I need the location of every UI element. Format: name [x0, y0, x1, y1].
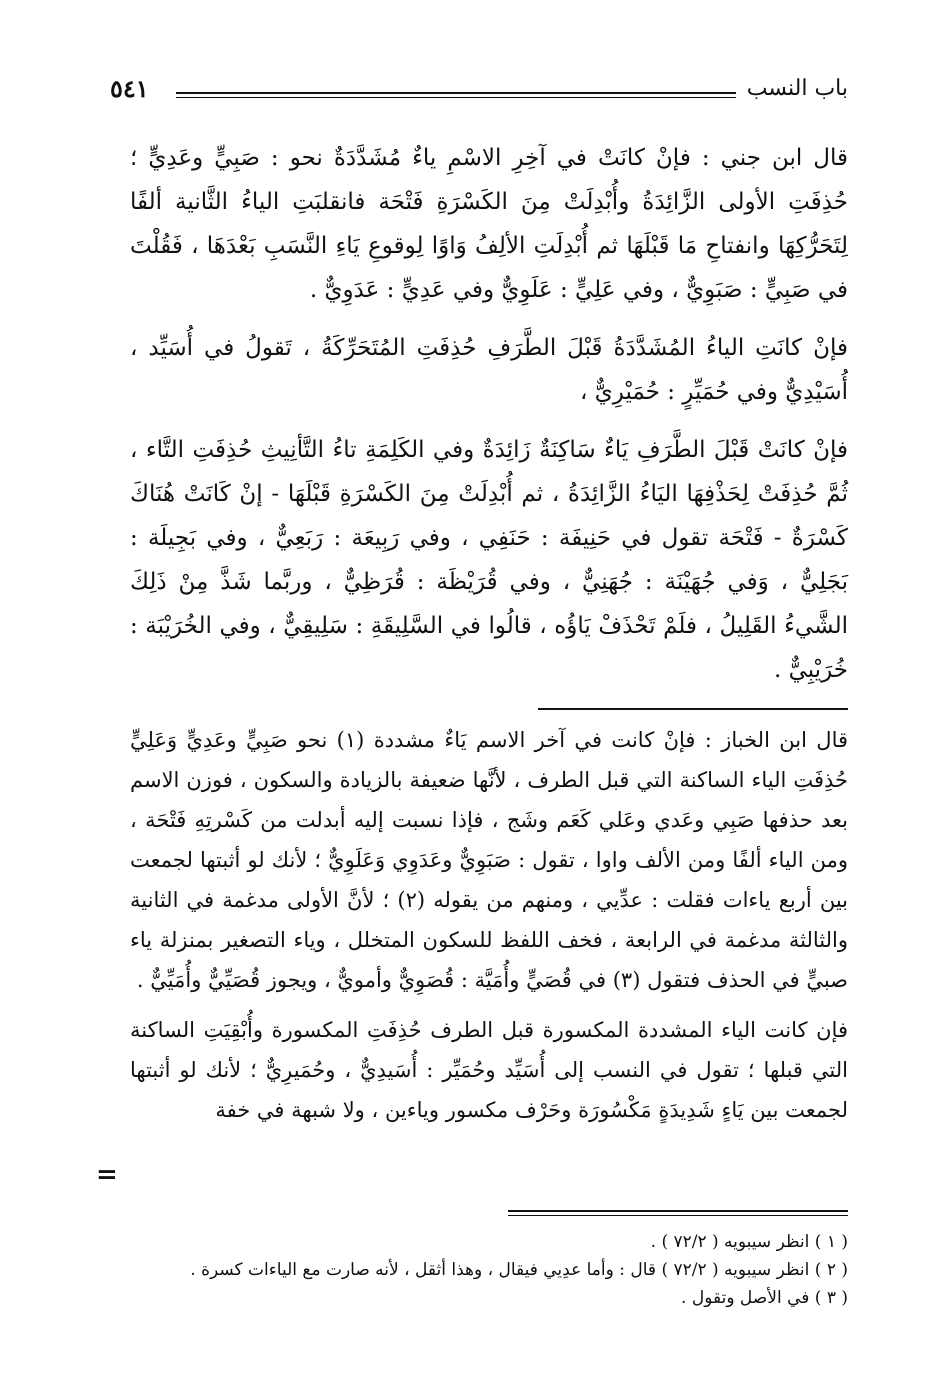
footnote-divider — [508, 1210, 848, 1212]
footnote: ( ٢ ) انظر سيبويه ( ٧٢/٢ ) قال : وأما عدِيي فيقال ، وهذا أثقل ، لأنه صارت مع الياءات كسرة . — [190, 1260, 848, 1280]
paragraph: فإنْ كانَتْ قَبْلَ الطَّرَفِ يَاءٌ سَاكِنَةٌ زَائِدَةٌ وفي الكَلِمَةِ تاءُ التَّأنِيثِ حُذِفَتِ التَّاء ، ثُمَّ حُذِفَتْ لِحَذْفِهَا اليَاءُ الزَّائِدَةُ ، ثم أُبْدِلَتْ مِنَ الكَسْرَةِ قَبْلَهَا - إنْ كَانَتْ هُنَاكَ كَسْرَةٌ - فَتْحَة تقول في حَنِيفَة : حَنَفِي ، وفي رَبِيعَة : رَبَعِيٌّ ، وفي بَجِيلَة : بَجَلِيٌّ ، وَفي جُهَيْنَة : جُهَنِيٌّ ، وفي قُرَيْظَة : قُرَظِيٌّ ، وربَّما شَذَّ مِنْ ذَلِكَ الشَّيءُ القَلِيلُ ، فلَمْ تَحْذَفْ يَاؤُه ، قالُوا في السَّلِيقَةِ : سَلِيقِيٌّ ، وفي الخُرَيْبَة : خُرَيْبِيٌّ . — [130, 437, 848, 683]
header-rule-thin — [176, 97, 736, 98]
page-number: ٥٤١ — [110, 74, 149, 103]
section-divider — [538, 708, 848, 710]
continuation-mark: = — [96, 1160, 118, 1190]
commentary-section — [130, 720, 848, 1140]
footnotes — [130, 1228, 848, 1312]
paragraph: فإن كانت الياء المشددة المكسورة قبل الطرف حُذِفَتِ المكسورة وأُبْقِيَتِ الساكنة التي قبلها ؛ تقول في النسب إلى أُسَيِّد وحُمَيِّر : أُسَيدِيٌّ ، وحُمَيرِيٌّ ؛ لأنك لو أثبتها لجمعت بين يَاءٍ شَدِيدَةٍ مَكْسُورَة وحَرْف مكسور وياءين ، ولا شبهة في خفة — [130, 1018, 848, 1122]
paragraph: قال ابن جني : فإنْ كانَتْ في آخِرِ الاسْمِ ياءٌ مُشَدَّدَةٌ نحو : صَبِيٍّ وعَدِيٍّ ؛ حُذِفَتِ الأولى الزَّائِدَةُ وأُبْدِلَتْ مِنَ الكَسْرَةِ فَتْحَة فانقلبَتِ الياءُ الثَّانية ألفًا لِتَحَرُّكِهَا وانفتاحِ مَا قَبْلَهَا ثم أُبْدِلَتِ الألِفُ وَاوًا لِوقوعِ يَاءِ النَّسَبِ بَعْدَهَا ، فَقُلْتَ في صَبِيٍّ : صَبَوِيٌّ ، وفي عَلِيٍّ : عَلَوِيٌّ وفي عَدِيٍّ : عَدَوِيٌّ . — [130, 145, 848, 303]
paragraph: فإنْ كانَتِ الياءُ المُشَدَّدَةُ قَبْلَ الطَّرَفِ حُذِفَتِ المُتَحَرِّكَةُ ، تَقولُ في أُسَيِّد ، أُسَيْدِيٌّ وفي حُمَيِّرٍ : حُمَيْرِيٌّ ، — [130, 335, 848, 405]
main-text-section — [130, 136, 848, 706]
footnote-divider-thin — [508, 1215, 848, 1216]
footnote: ( ٣ ) في الأصل وتقول . — [681, 1288, 848, 1308]
chapter-title: باب النسب — [746, 76, 848, 101]
page-header — [110, 72, 848, 112]
footnote: ( ١ ) انظر سيبويه ( ٧٢/٢ ) . — [650, 1232, 848, 1252]
paragraph: قال ابن الخباز : فإنْ كانت في آخر الاسم يَاءٌ مشددة (١) نحو صَبِيٍّ وعَدِيٍّ وَعَلِيٍّ حُذِفَتِ الياء الساكنة التي قبل الطرف ، لأنَّها ضعيفة بالزيادة والسكون ، فوزن الاسم بعد حذفها صَبِي وعَدي وعَلي كَعَم وشَج ، فإذا نسبت إليه أبدلت من كَسْرتِهِ فَتْحَة ، ومن الياء ألفًا ومن الألف واوا ، تقول : صَبَوِيٌّ وعَدَوِي وَعَلَوِيٌّ ؛ لأنك لو أثبتها لجمعت بين أربع ياءات فقلت : عدِّيي ، ومنهم من يقوله (٢) ؛ لأنَّ الأولى مدغمة في الثانية والثالثة مدغمة في الرابعة ، فخف اللفظ للسكون المتخلل ، وياء التصغير بمنزلة ياء صبيٍّ في الحذف فتقول (٣) في قُصَيٍّ وأُمَيَّة : قُصَوِيٌّ وأمويٌّ ، ويجوز قُصَيِّيٌّ وأُمَيِّيٌّ . — [130, 728, 849, 992]
header-rule — [176, 92, 736, 94]
